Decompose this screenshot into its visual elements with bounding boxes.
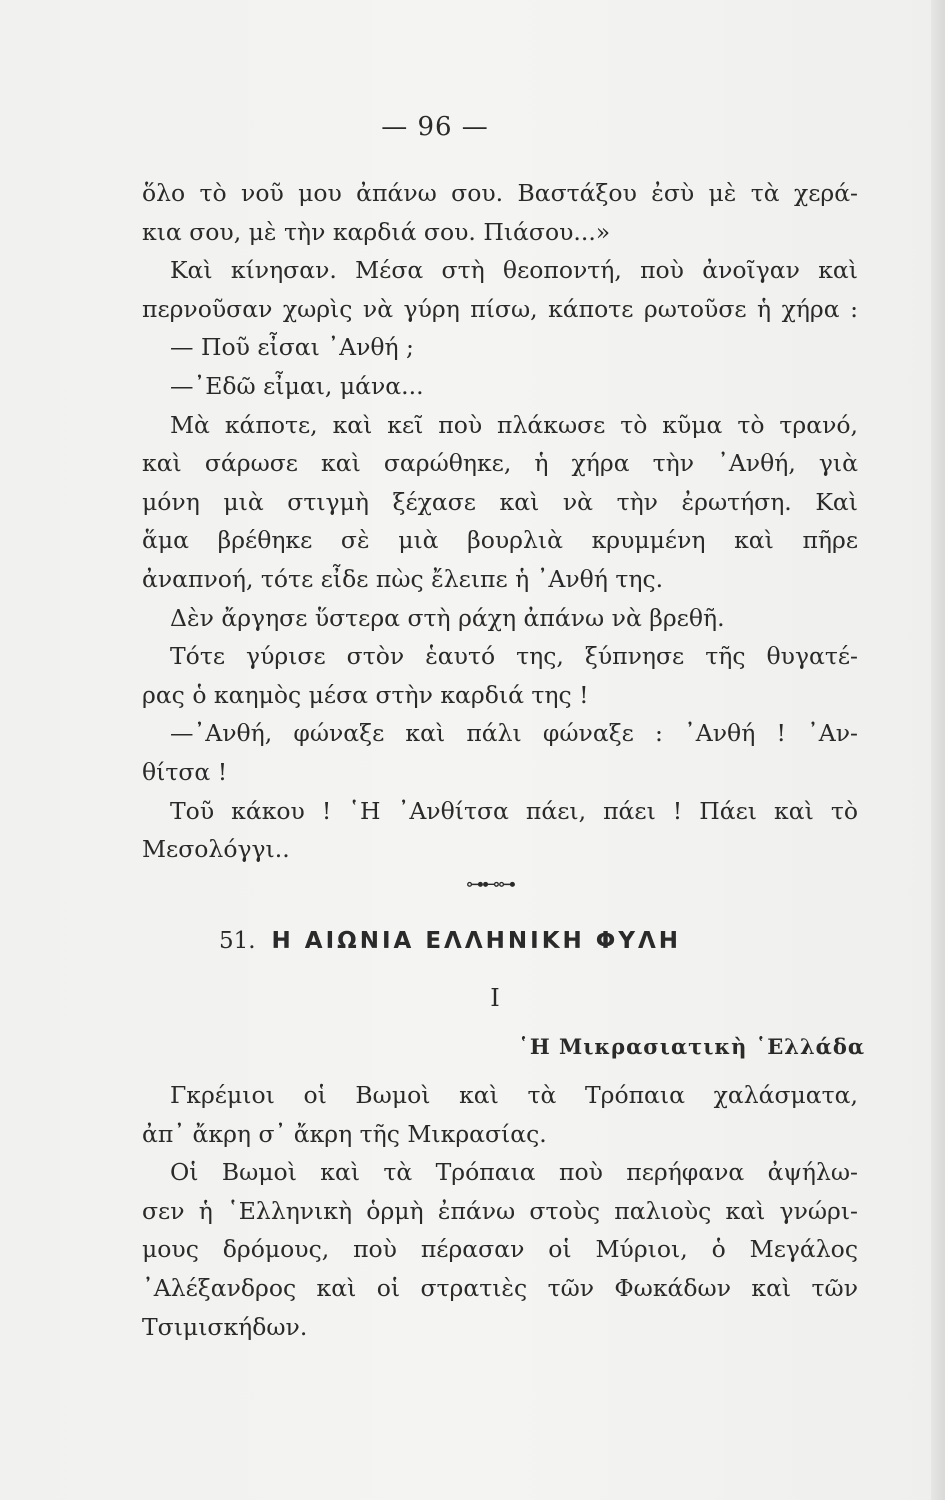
text-line: περνοῦσαν χωρὶς νὰ γύρη πίσω, κάποτε ρωτοῦσε ἡ χήρα :	[142, 294, 858, 323]
section-divider-ornament: ⊶⊷⊶	[466, 874, 514, 895]
text-line: σεν ἡ ῾Ελληνικὴ ὁρμὴ ἐπάνω στοὺς παλιοὺς καὶ γνώρι-	[142, 1196, 858, 1225]
text-line: ἅμα βρέθηκε σὲ μιὰ βουρλιὰ κρυμμένη καὶ πῆρε	[142, 526, 858, 555]
text-line: —᾿Ανθή, φώναξε καὶ πάλι φώναξε : ᾿Ανθή ! ᾿Αν-	[170, 719, 858, 748]
text-line: θίτσα !	[142, 757, 228, 786]
text-line: Τοῦ κάκου ! ῾Η ᾿Ανθίτσα πάει, πάει ! Πάει καὶ τὸ	[170, 796, 858, 825]
text-line: Οἱ Βωμοὶ καὶ τὰ Τρόπαια ποὺ περήφανα ἀψήλω-	[170, 1158, 858, 1187]
section-heading	[0, 928, 900, 954]
text-line: Μὰ κάποτε, καὶ κεῖ ποὺ πλάκωσε τὸ κῦμα τὸ τρανό,	[170, 410, 858, 439]
text-line: Δὲν ἄργησε ὕστερα στὴ ράχη ἀπάνω νὰ βρεθῆ.	[170, 603, 725, 632]
text-line: ὅλο τὸ νοῦ μου ἀπάνω σου. Βαστάξου ἐσὺ μὲ τὰ χερά-	[142, 179, 858, 207]
section-number: 51.	[218, 928, 256, 954]
section-title: Η ΑΙΩΝΙΑ ΕΛΛΗΝΙΚΗ ΦΥΛΗ	[271, 928, 682, 954]
page-spine-shadow	[931, 0, 945, 1500]
text-line: ᾿Αλέξανδρος καὶ οἱ στρατιὲς τῶν Φωκάδων καὶ τῶν	[142, 1273, 858, 1302]
section-subtitle: ῾Η Μικρασιατικὴ ῾Ελλάδα	[518, 1034, 865, 1059]
text-line: Τότε γύρισε στὸν ἑαυτό της, ξύπνησε τῆς θυγατέ-	[170, 642, 858, 671]
text-line: Μεσολόγγι..	[142, 835, 290, 864]
text-line: — Ποῦ εἶσαι ᾿Ανθή ;	[170, 333, 414, 362]
text-line: κια σου, μὲ τὴν καρδιά σου. Πιάσου...»	[142, 217, 611, 246]
narrative-text	[142, 174, 858, 869]
text-line: καὶ σάρωσε καὶ σαρώθηκε, ἡ χήρα τὴν ᾿Ανθή, γιὰ	[142, 449, 858, 478]
page-number: — 96 —	[381, 112, 489, 142]
text-line: Γκρέμιοι οἱ Βωμοὶ καὶ τὰ Τρόπαια χαλάσματα,	[170, 1081, 858, 1109]
text-line: μους δρόμους, ποὺ πέρασαν οἱ Μύριοι, ὁ Μεγάλος	[142, 1235, 858, 1264]
text-line: Τσιμισκήδων.	[142, 1312, 308, 1341]
text-line: —᾿Εδῶ εἶμαι, μάνα...	[170, 371, 424, 400]
text-line: ἀπ᾿ ἄκρη σ᾿ ἄκρη τῆς Μικρασίας.	[142, 1119, 547, 1148]
section-roman-numeral: I	[490, 984, 500, 1012]
text-line: ἀναπνοή, τότε εἶδε πὼς ἔλειπε ἡ ᾿Ανθή της.	[142, 564, 664, 593]
section-text	[142, 1076, 858, 1346]
text-line: ρας ὁ καημὸς μέσα στὴν καρδιά της !	[142, 680, 589, 709]
text-line: μόνη μιὰ στιγμὴ ξέχασε καὶ νὰ τὴν ἐρωτήση. Καὶ	[142, 487, 858, 516]
text-line: Καὶ κίνησαν. Μέσα στὴ θεοποντή, ποὺ ἀνοῖγαν καὶ	[170, 256, 858, 285]
